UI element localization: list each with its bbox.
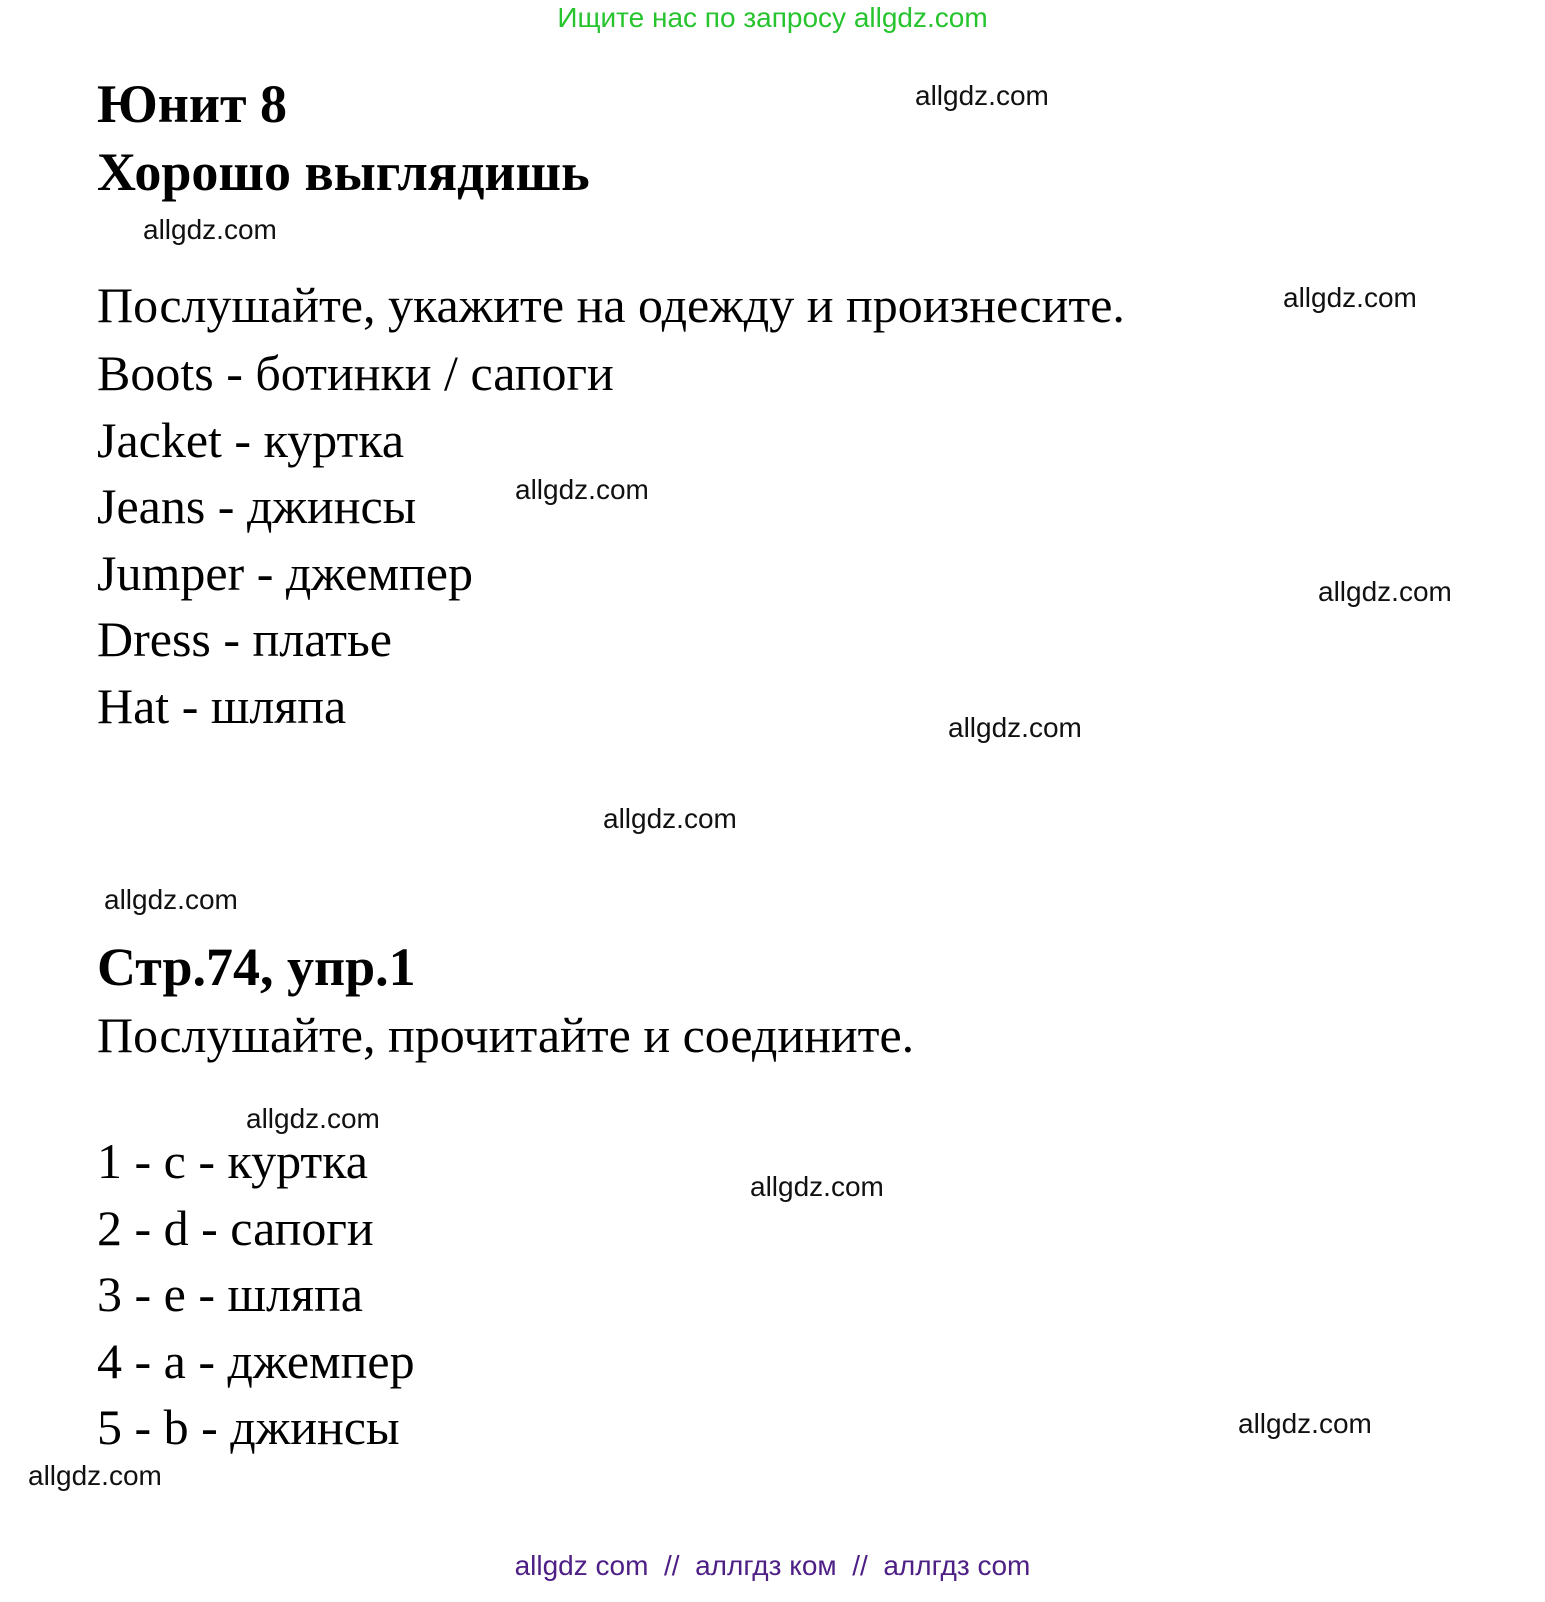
watermark: allgdz.com	[28, 1460, 162, 1491]
watermark: allgdz.com	[246, 1103, 380, 1134]
vocab-list	[97, 340, 614, 739]
vocab-line-jeans: Jeans - джинсы	[97, 478, 417, 534]
watermark: allgdz.com	[1238, 1408, 1372, 1439]
watermark: allgdz.com	[1318, 576, 1452, 607]
watermark: allgdz.com	[143, 214, 277, 245]
answer-line-3: 3 - e - шляпа	[97, 1266, 363, 1322]
vocab-line-dress: Dress - платье	[97, 611, 392, 667]
watermark: allgdz.com	[915, 80, 1049, 111]
watermark: allgdz.com	[750, 1171, 884, 1202]
vocab-instruction: Послушайте, укажите на одежду и произнесите.	[97, 277, 1125, 333]
exercise-title: Стр.74, упр.1	[97, 937, 416, 997]
watermark: allgdz.com	[515, 474, 649, 505]
unit-title: Хорошо выглядишь	[97, 142, 590, 202]
footer-site-names: allgdz com // аллгдз ком // аллгдз com	[514, 1550, 1031, 1581]
watermark: allgdz.com	[1283, 282, 1417, 313]
exercise-instruction: Послушайте, прочитайте и соедините.	[97, 1007, 915, 1063]
answer-line-5: 5 - b - джинсы	[97, 1399, 400, 1455]
answer-line-2: 2 - d - сапоги	[97, 1199, 374, 1256]
site-search-banner: Ищите нас по запросу allgdz.com	[557, 2, 988, 33]
vocab-line-jumper: Jumper - джемпер	[97, 544, 473, 601]
vocab-line-hat: Hat - шляпа	[97, 677, 347, 734]
vocab-line-jacket: Jacket - куртка	[97, 411, 405, 468]
answer-line-1: 1 - c - куртка	[97, 1133, 368, 1189]
answer-line-4: 4 - a - джемпер	[97, 1332, 415, 1389]
vocab-line-boots: Boots - ботинки / сапоги	[97, 345, 614, 401]
unit-heading	[97, 70, 590, 206]
unit-number: Юнит 8	[97, 74, 288, 134]
answers-list	[97, 1128, 415, 1461]
watermark: allgdz.com	[948, 712, 1082, 743]
watermark: allgdz.com	[603, 803, 737, 834]
watermark: allgdz.com	[104, 884, 238, 915]
